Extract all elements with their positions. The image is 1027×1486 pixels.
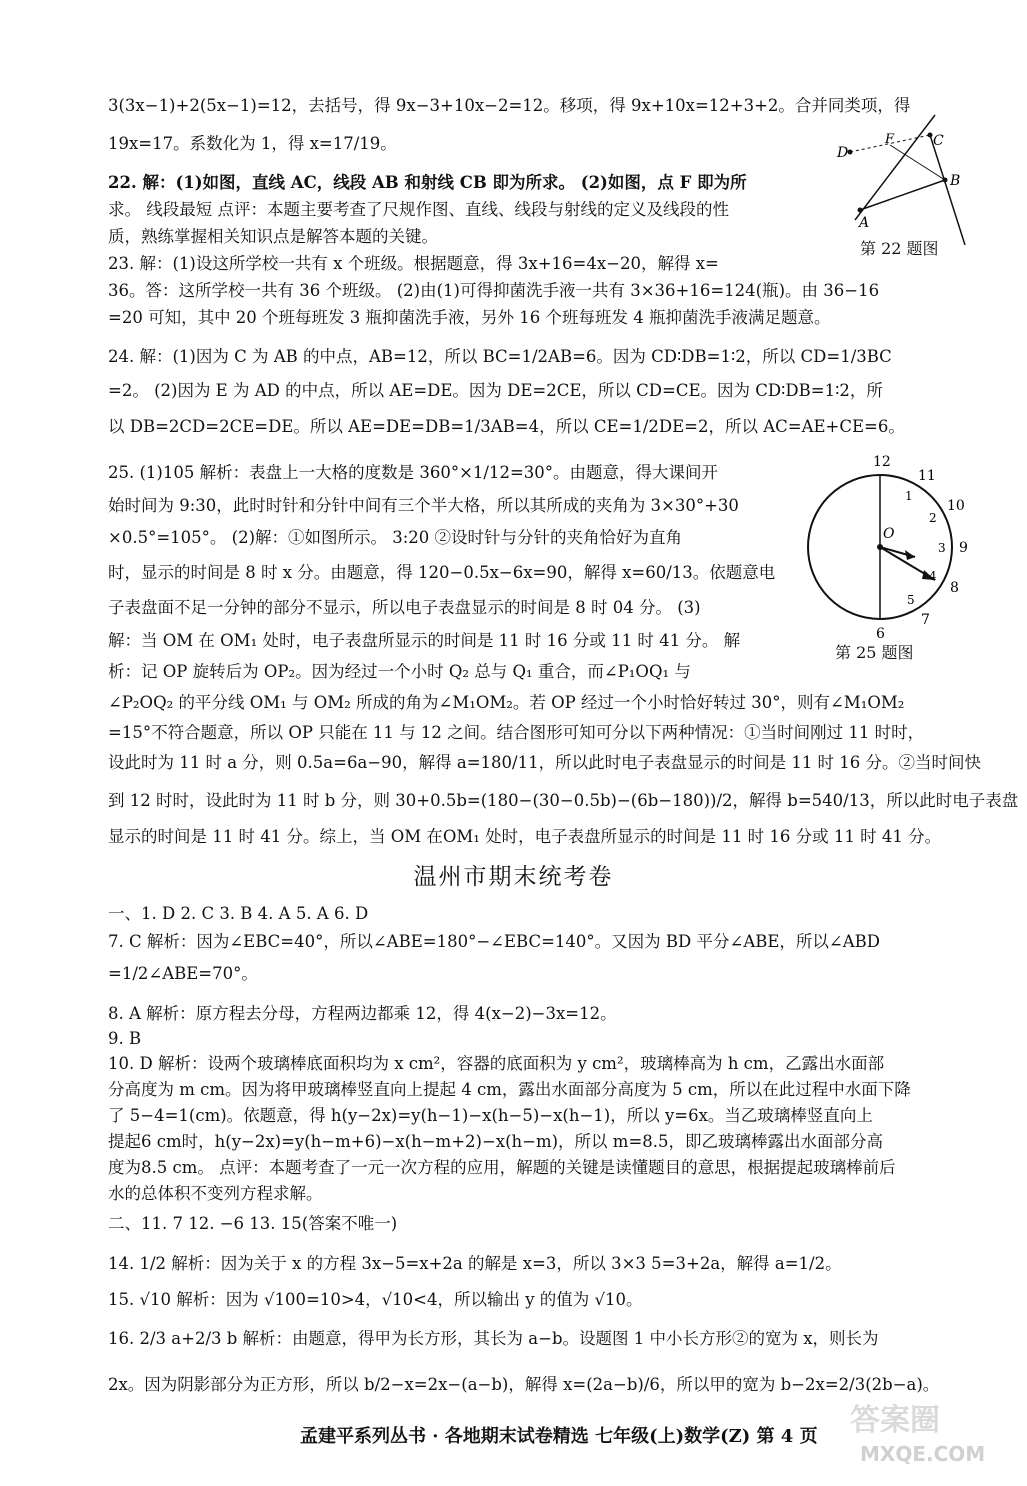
clock-number: 5 [907,593,915,607]
text-line: =20 可知，其中 20 个班每班发 3 瓶抑菌洗手液，另外 16 个班每班发 4 瓶抑菌洗手液满足题意。 [108,308,831,327]
text-line: 22. 解：(1)如图，直线 AC，线段 AB 和射线 CB 即为所求。 (2)如图，点 F 即为所 [108,173,747,192]
figure-22-caption: 第 22 题图 [860,239,939,258]
text-line: 水的总体积不变列方程求解。 [108,1184,323,1203]
text-line: 提起6 cm时，h(y−2x)=y(h−m+6)−x(h−m+2)−x(h−m)，所以 m=8.5，即乙玻璃棒露出水面部分高 [108,1132,884,1151]
text-line: 到 12 时时，设此时为 11 时 b 分，则 30+0.5b=(180−(30−0.5b)−(6b−180))/2，解得 b=540/13，所以此时电子表盘 [108,791,1019,810]
figure-25-clock [805,452,975,642]
clock-number: 11 [918,468,936,484]
text-line: 15. √10 解析：因为 √100=10>4，√10<4，所以输出 y 的值为 √10。 [108,1290,643,1309]
text-line: 析：记 OP 旋转后为 OP₂。因为经过一个小时 Q₂ 总与 Q₁ 重合，而∠P₁OQ₁ 与 [108,662,691,681]
text-line: 7. C 解析：因为∠EBC=40°，所以∠ABE=180°−∠EBC=140°。又因为 BD 平分∠ABE，所以∠ABD [108,932,881,951]
clock-number: 1 [905,489,913,503]
clock-number: 2 [929,511,937,525]
fig22-label: F [885,132,895,147]
clock-number: 12 [873,454,891,470]
text-line: 36。答：这所学校一共有 36 个班级。 (2)由(1)可得抑菌洗手液一共有 3×36+16=124(瓶)。由 36−16 [108,281,880,300]
text-line: ∠P₂OQ₂ 的平分线 OM₁ 与 OM₂ 所成的角为∠M₁OM₂。若 OP 经过一个小时恰好转过 30°，则有∠M₁OM₂ [108,693,905,712]
text-line: 二、11. 7 12. −6 13. 15(答案不唯一) [108,1214,398,1233]
text-line: 19x=17。系数化为 1，得 x=17/19。 [108,134,397,153]
clock-center-label: O [883,526,895,542]
text-line: 解：当 OM 在 OM₁ 处时，电子表盘所显示的时间是 11 时 16 分或 11 时 41 分。 解 [108,631,741,650]
page-footer: 孟建平系列丛书 · 各地期末试卷精选 七年级(上)数学(Z) 第 4 页 [300,1426,818,1447]
text-line: 子表盘面不足一分钟的部分不显示，所以电子表盘显示的时间是 8 时 04 分。 (3) [108,598,701,617]
text-line: 一、1. D 2. C 3. B 4. A 5. A 6. D [108,904,369,923]
watermark: 答案圈 [850,1403,940,1438]
fig22-label: B [950,173,961,189]
text-line: =1/2∠ABE=70°。 [108,964,258,983]
text-line: 设此时为 11 时 a 分，则 0.5a=6a−90，解得 a=180/11，所以此时电子表盘显示的时间是 11 时 16 分。②当时间快 [108,753,982,772]
text-line: 14. 1/2 解析：因为关于 x 的方程 3x−5=x+2a 的解是 x=3，所以 3×3 5=3+2a，解得 a=1/2。 [108,1254,842,1273]
text-line: =2。 (2)因为 E 为 AD 的中点，所以 AE=DE。因为 DE=2CE，所以 CD=CE。因为 CD∶DB=1∶2，所 [108,381,883,400]
text-line: 度为8.5 cm。 点评：本题考查了一元一次方程的应用，解题的关键是读懂题目的意思，根据提起玻璃棒前后 [108,1158,896,1177]
text-line: ×0.5°=105°。 (2)解：①如图所示。 3:20 ②设时针与分针的夹角恰好为直角 [108,528,683,547]
text-line: 16. 2/3 a+2/3 b 解析：由题意，得甲为长方形，其长为 a−b。设题图 1 中小长方形②的宽为 x，则长为 [108,1329,879,1348]
text-line: 求。 线段最短 点评：本题主要考查了尺规作图、直线、线段与射线的定义及线段的性 [108,200,729,219]
text-line: 始时间为 9:30，此时时针和分针中间有三个半大格，所以其所成的夹角为 3×30°+30 [108,496,739,515]
text-line: =15°不符合题意，所以 OP 只能在 11 与 12 之间。结合图形可知可分以下两种情况：①当时间刚过 11 时时， [108,723,925,742]
text-line: 8. A 解析：原方程去分母，方程两边都乘 12，得 4(x−2)−3x=12。 [108,1004,617,1023]
clock-number: 4 [929,569,937,583]
clock-number: 6 [876,626,885,642]
text-line: 3(3x−1)+2(5x−1)=12，去括号，得 9x−3+10x−2=12。移项，得 9x+10x=12+3+2。合并同类项，得 [108,96,911,115]
section-title: 温州市期末统考卷 [413,864,614,890]
text-line: 时，显示的时间是 8 时 x 分。由题意，得 120−0.5x−6x=90，解得 x=60/13。依题意电 [108,563,776,582]
figure-22 [835,95,975,245]
text-line: 显示的时间是 11 时 41 分。综上，当 OM 在OM₁ 处时，电子表盘所显示的时间是 11 时 16 分或 11 时 41 分。 [108,827,942,846]
clock-number: 8 [950,580,959,596]
text-line: 分高度为 m cm。因为将甲玻璃棒竖直向上提起 4 cm，露出水面部分高度为 5 cm，所以在此过程中水面下降 [108,1080,911,1099]
clock-number: 7 [921,612,930,628]
text-line: 10. D 解析：设两个玻璃棒底面积均为 x cm²，容器的底面积为 y cm²，玻璃棒高为 h cm，乙露出水面部 [108,1054,885,1073]
fig22-label: A [859,215,870,231]
figure-25-caption: 第 25 题图 [835,643,914,662]
clock-number: 10 [947,498,965,514]
fig22-label: D [837,145,849,161]
fig22-label: C [933,133,944,149]
text-line: 25. (1)105 解析：表盘上一大格的度数是 360°×1/12=30°。由题意，得大课间开 [108,463,719,482]
text-line: 24. 解：(1)因为 C 为 AB 的中点，AB=12，所以 BC=1/2AB=6。因为 CD∶DB=1∶2，所以 CD=1/3BC [108,347,892,366]
watermark-url: MXQE.COM [860,1442,986,1466]
text-line: 了 5−4=1(cm)。依题意，得 h(y−2x)=y(h−1)−x(h−5)−x(h−1)，所以 y=6x。当乙玻璃棒竖直向上 [108,1106,873,1125]
text-line: 质，熟练掌握相关知识点是解答本题的关键。 [108,227,438,246]
clock-number: 9 [959,540,968,556]
text-line: 23. 解：(1)设这所学校一共有 x 个班级。根据题意，得 3x+16=4x−20，解得 x= [108,254,719,273]
clock-number: 3 [938,541,946,555]
text-line: 2x。因为阴影部分为正方形，所以 b/2−x=2x−(a−b)，解得 x=(2a−b)/6，所以甲的宽为 b−2x=2/3(2b−a)。 [108,1375,940,1394]
text-line: 以 DB=2CD=2CE=DE。所以 AE=DE=DB=1/3AB=4，所以 CE=1/2DE=2，所以 AC=AE+CE=6。 [108,417,905,436]
text-line: 9. B [108,1029,142,1048]
